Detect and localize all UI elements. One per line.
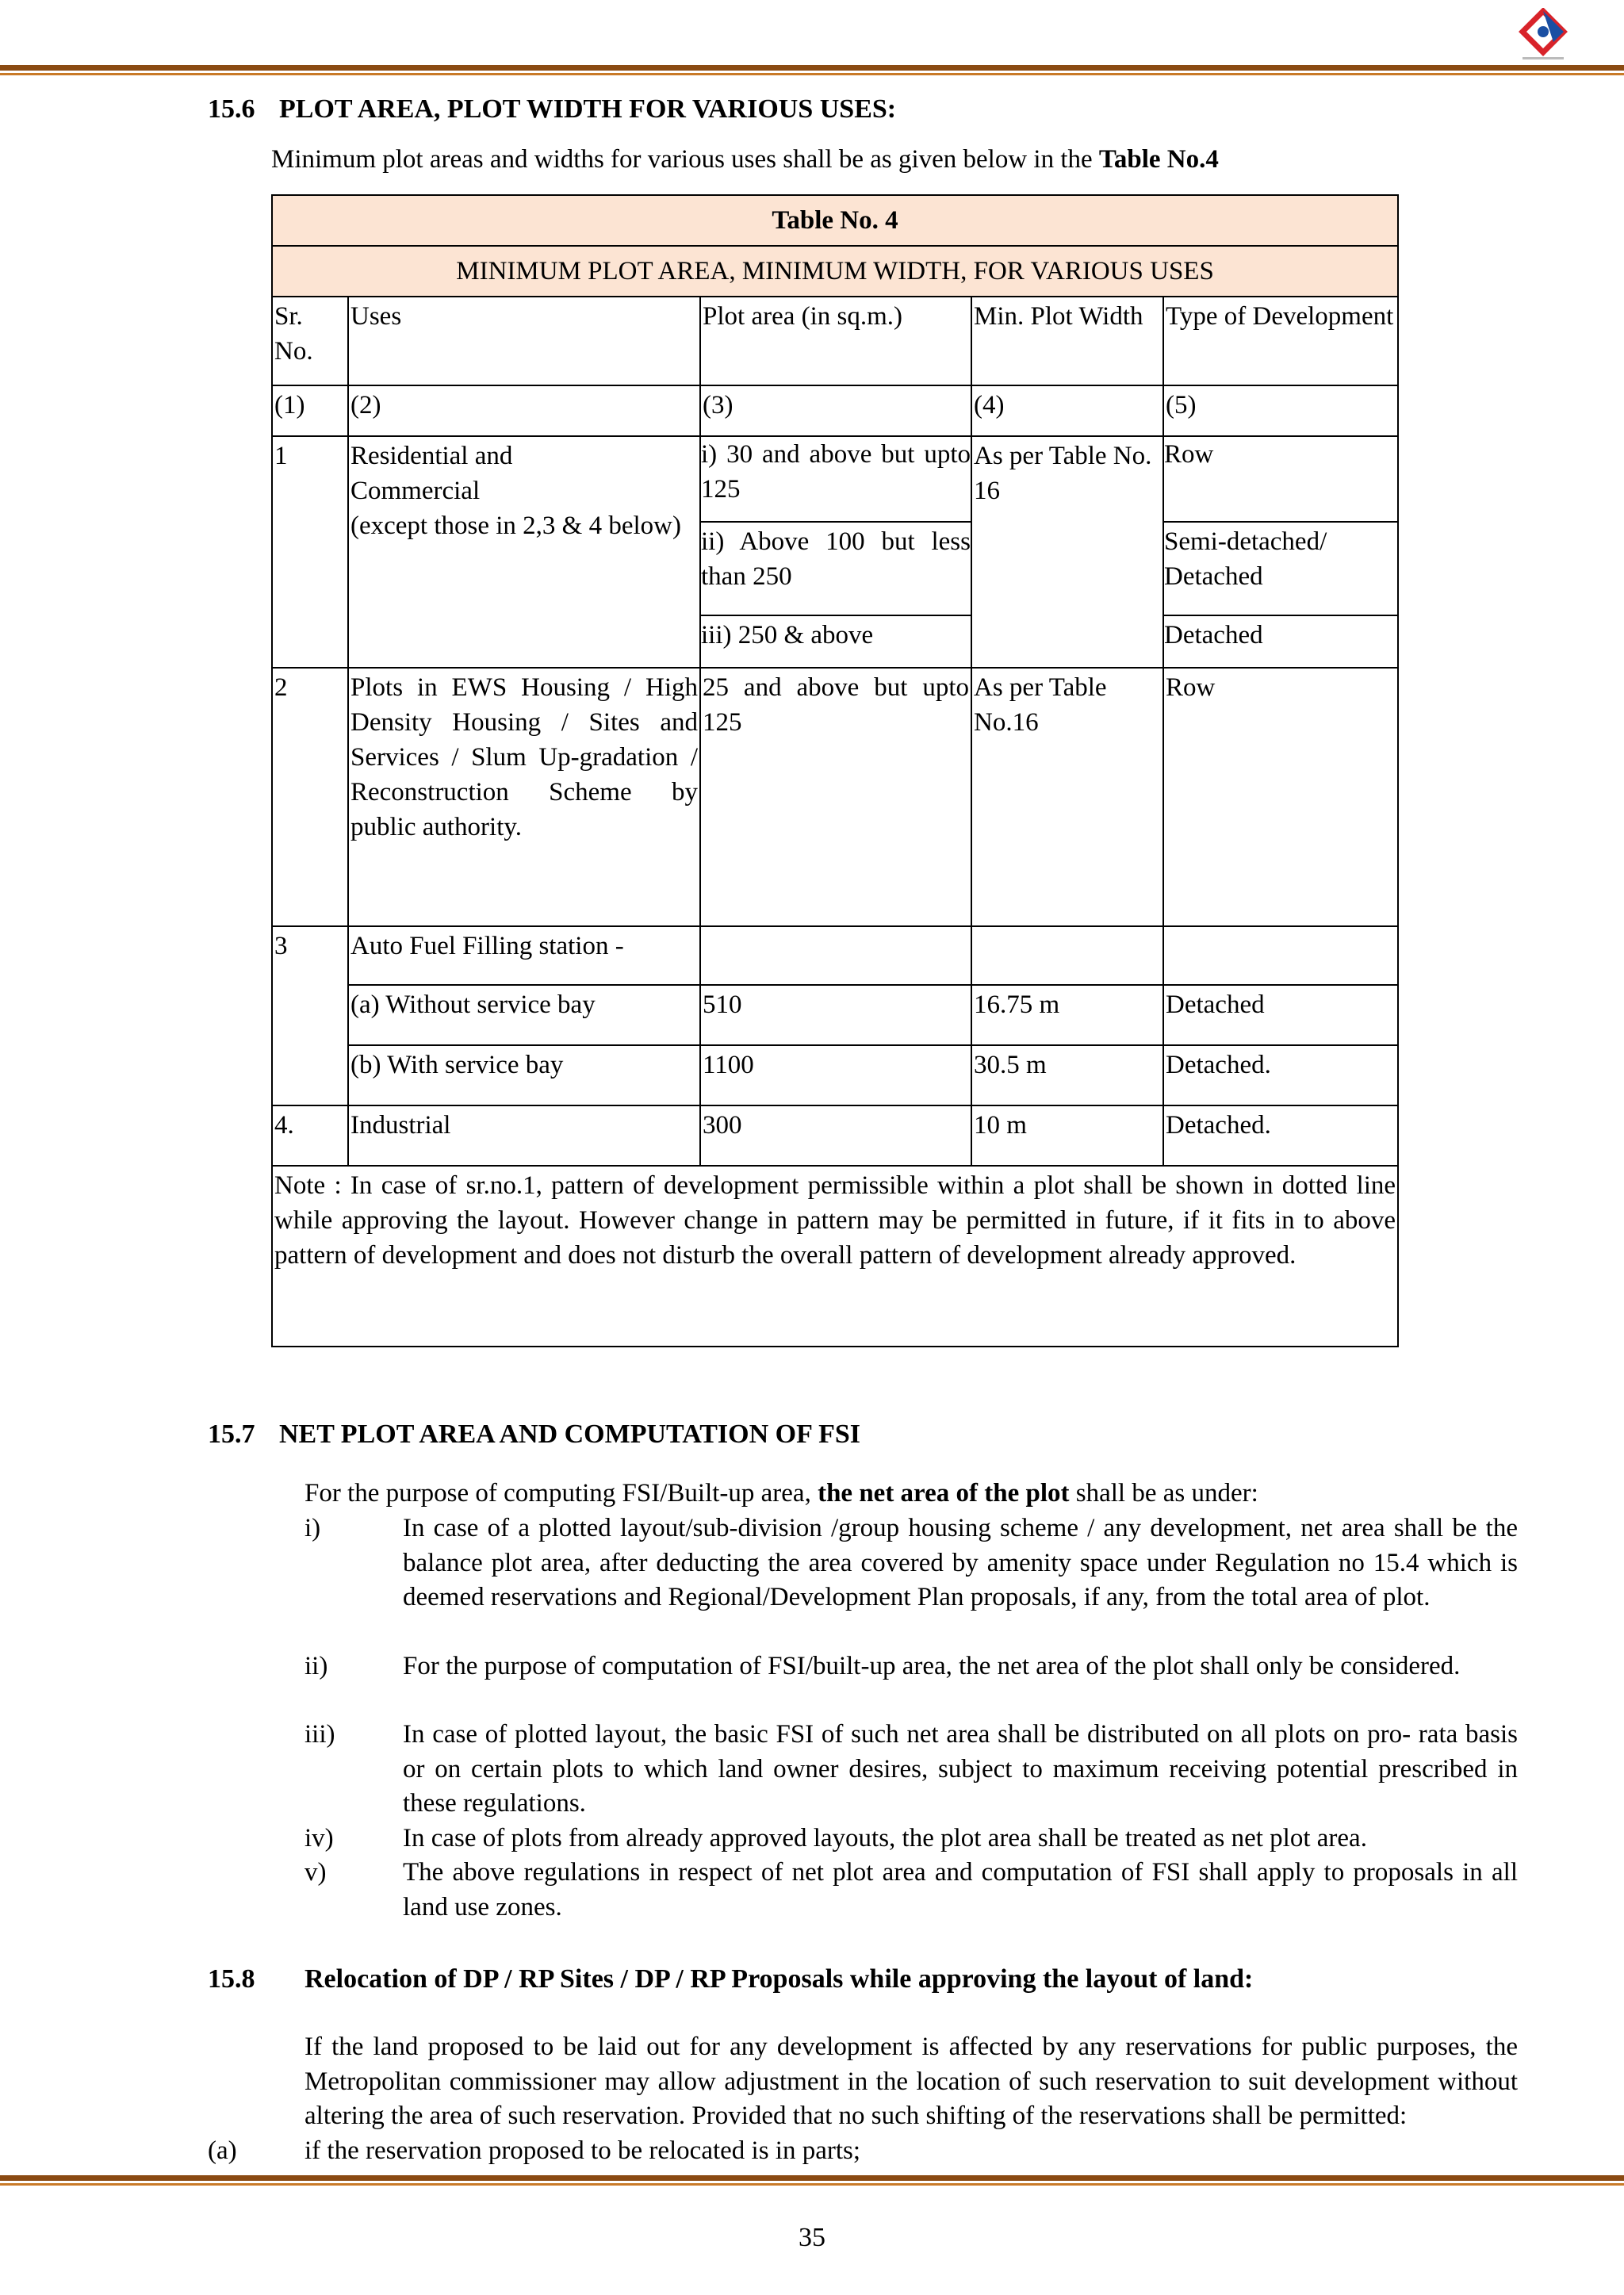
section-15-8-paragraph: If the land proposed to be laid out for any development is affected by any reservations for public purposes, the Metropolitan commissioner may allow adjustment in the location of such reservation to suit development without altering the area of such reservation. Provided that no such shifting of the reservations shall be permitted: bbox=[304, 2033, 1518, 2131]
col-number: (2) bbox=[348, 385, 700, 436]
width-cell: 30.5 m bbox=[971, 1045, 1163, 1105]
section-15-7-heading bbox=[208, 1417, 860, 1453]
list-text: In case of a plotted layout/sub-division /group housing scheme / any development, net area shall be the balance plot area, after deducting the area covered by amenity space under Regulation no 15.4 which is deemed reservations and Regional/Development Plan proposals, if any, from the total area of plot. bbox=[403, 1514, 1518, 1612]
use-text: (except those in 2,3 & 4 below) bbox=[350, 511, 681, 540]
footer-rule-thin bbox=[0, 2183, 1624, 2186]
type-text: Row bbox=[1164, 440, 1214, 469]
area-text: iii) 250 & above bbox=[699, 615, 972, 667]
area-text: ii) Above 100 but less than 250 bbox=[699, 521, 972, 615]
table-note-row bbox=[272, 1166, 1398, 1347]
section-15-8-heading bbox=[208, 1962, 1254, 1998]
list-number: iv) bbox=[304, 1824, 334, 1852]
list-number: ii) bbox=[304, 1652, 328, 1680]
use-text: Residential and bbox=[350, 442, 513, 470]
section-number: 15.8 bbox=[208, 1964, 255, 1994]
type-cell: Detached. bbox=[1163, 1045, 1398, 1105]
area-cell: 510 bbox=[700, 985, 971, 1045]
section-number: 15.6 bbox=[208, 94, 255, 124]
col-header: Plot area (in sq.m.) bbox=[700, 297, 971, 385]
area-cell bbox=[700, 436, 971, 668]
item-a-text: if the reservation proposed to be relocated is in parts; bbox=[304, 2136, 861, 2165]
use-cell: (b) With service bay bbox=[348, 1045, 700, 1105]
intro-text: Minimum plot areas and widths for various uses shall be as given below in the bbox=[271, 145, 1093, 174]
type-cell bbox=[1163, 926, 1398, 985]
table-subtitle: MINIMUM PLOT AREA, MINIMUM WIDTH, FOR VARIOUS USES bbox=[272, 246, 1398, 297]
section-title: PLOT AREA, PLOT WIDTH FOR VARIOUS USES: bbox=[279, 94, 897, 124]
header-rule-thin bbox=[0, 73, 1624, 75]
area-cell: 300 bbox=[700, 1105, 971, 1166]
col-number: (4) bbox=[971, 385, 1163, 436]
area-cell: 1100 bbox=[700, 1045, 971, 1105]
list-text: In case of plotted layout, the basic FSI of such net area shall be distributed on all plots on pro- rata basis or on certain plots to which land owner desires, subject to maximum receiving potential prescribed in these regulations. bbox=[403, 1720, 1518, 1818]
table-row bbox=[272, 436, 1398, 668]
page-number: 35 bbox=[799, 2223, 825, 2252]
col-header: Min. Plot Width bbox=[971, 297, 1163, 385]
col-header: Sr. No. bbox=[272, 297, 348, 385]
footer-rule bbox=[0, 2175, 1624, 2181]
area-cell bbox=[700, 926, 971, 985]
sr-cell: 2 bbox=[272, 668, 348, 926]
list-number: v) bbox=[304, 1858, 327, 1887]
use-cell: Industrial bbox=[348, 1105, 700, 1166]
type-cell: Detached bbox=[1163, 985, 1398, 1045]
width-cell bbox=[971, 926, 1163, 985]
intro-text: shall be as under: bbox=[1075, 1479, 1258, 1508]
table-colnum-row bbox=[272, 385, 1398, 436]
col-header: Uses bbox=[348, 297, 700, 385]
table-row bbox=[272, 926, 1398, 985]
type-cell: Row bbox=[1163, 668, 1398, 926]
intro-bold-ref: Table No.4 bbox=[1098, 145, 1219, 174]
col-number: (1) bbox=[272, 385, 348, 436]
type-text: Detached bbox=[1162, 615, 1399, 667]
col-number: (5) bbox=[1163, 385, 1398, 436]
section-title: NET PLOT AREA AND COMPUTATION OF FSI bbox=[279, 1420, 860, 1449]
list-text: For the purpose of computation of FSI/built-up area, the net area of the plot shall only be considered. bbox=[403, 1652, 1461, 1680]
col-header: Type of Development bbox=[1163, 297, 1398, 385]
area-text: i) 30 and above but upto 125 bbox=[701, 440, 971, 504]
use-cell bbox=[348, 436, 700, 668]
intro-bold-text: the net area of the plot bbox=[818, 1479, 1070, 1508]
table-row bbox=[272, 1105, 1398, 1166]
table-note: Note : In case of sr.no.1, pattern of development permissible within a plot shall be shown in dotted line while approving the layout. However change in pattern may be permitted in future, if it fits in to above pattern of development and does not disturb the overall pattern of development already approved. bbox=[272, 1166, 1398, 1347]
type-cell: Detached. bbox=[1163, 1105, 1398, 1166]
table-caption: Table No. 4 bbox=[272, 195, 1398, 246]
width-cell: 10 m bbox=[971, 1105, 1163, 1166]
type-cell bbox=[1163, 436, 1398, 668]
sr-cell: 4. bbox=[272, 1105, 348, 1166]
table-row bbox=[272, 668, 1398, 926]
list-text: The above regulations in respect of net plot area and computation of FSI shall apply to proposals in all land use zones. bbox=[403, 1858, 1518, 1921]
section-title: Relocation of DP / RP Sites / DP / RP Proposals while approving the layout of land: bbox=[304, 1964, 1254, 1994]
sr-cell: 3 bbox=[272, 926, 348, 1105]
width-cell: As per Table No. 16 bbox=[971, 436, 1163, 668]
use-cell: Auto Fuel Filling station - bbox=[348, 926, 700, 985]
intro-text: For the purpose of computing FSI/Built-up area, bbox=[304, 1479, 811, 1508]
header-rule bbox=[0, 65, 1624, 71]
table-row bbox=[272, 1045, 1398, 1105]
list-number: i) bbox=[304, 1514, 321, 1542]
area-cell: 25 and above but upto 125 bbox=[700, 668, 971, 926]
type-text: Semi-detached/ Detached bbox=[1162, 521, 1399, 615]
table-4 bbox=[271, 194, 1399, 1347]
use-cell: Plots in EWS Housing / High Density Housing / Sites and Services / Slum Up-gradation / Reconstruction Scheme by public authority. bbox=[348, 668, 700, 926]
section-15-6-heading bbox=[208, 92, 896, 128]
width-cell: 16.75 m bbox=[971, 985, 1163, 1045]
list-number: iii) bbox=[304, 1720, 335, 1749]
section-15-6-intro bbox=[271, 143, 1219, 178]
list-text: In case of plots from already approved layouts, the plot area shall be treated as net plot area. bbox=[403, 1824, 1367, 1852]
item-a-number: (a) bbox=[208, 2136, 237, 2165]
width-cell: As per Table No.16 bbox=[971, 668, 1163, 926]
section-number: 15.7 bbox=[208, 1420, 255, 1449]
use-cell: (a) Without service bay bbox=[348, 985, 700, 1045]
logo-icon bbox=[1516, 8, 1570, 63]
table-row bbox=[272, 985, 1398, 1045]
col-number: (3) bbox=[700, 385, 971, 436]
section-15-7-intro bbox=[304, 1477, 1258, 1511]
use-text: Commercial bbox=[350, 477, 481, 505]
sr-cell: 1 bbox=[272, 436, 348, 668]
table-header-row bbox=[272, 297, 1398, 385]
